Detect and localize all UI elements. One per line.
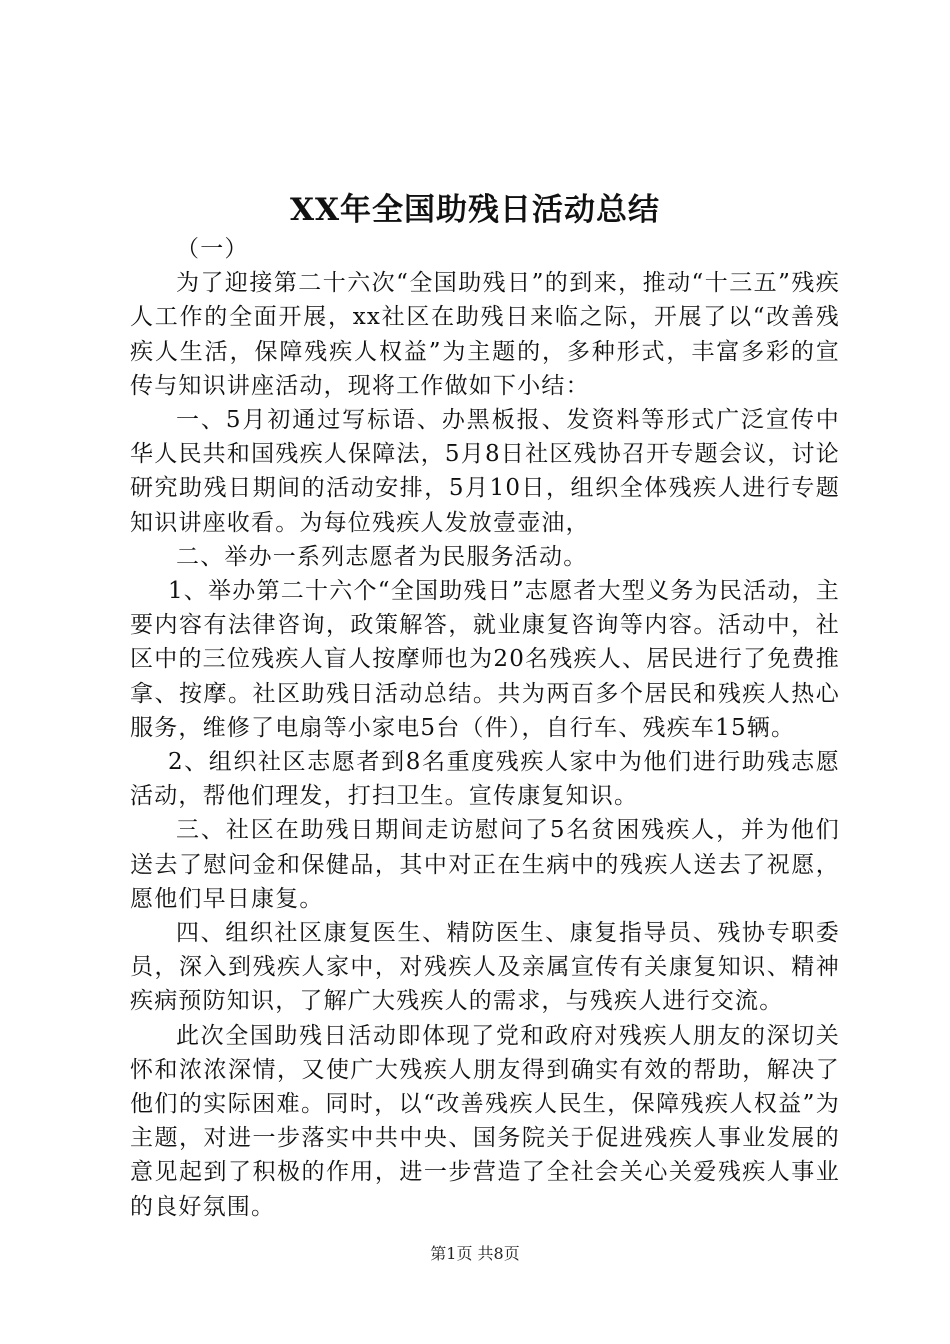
item-two-sub-one: 1、举办第二十六个“全国助残日”志愿者大型义务为民活动，主要内容有法律咨询，政策解答，就业康复咨询等内容。活动中，社区中的三位残疾人盲人按摩师也为20名残疾人、居民进行了免费推拿、按摩。社区助残日活动总结。共为两百多个居民和残疾人热心服务，维修了电扇等小家电5台（件），自行车、残疾车15辆。 [130, 578, 840, 741]
item-two-heading: 二、举办一系列志愿者为民服务活动。 [176, 543, 588, 570]
section-marker: （一） [176, 236, 249, 262]
item-four-paragraph: 四、组织社区康复医生、精防医生、康复指导员、残协专职委员，深入到残疾人家中，对残疾人及亲属宣传有关康复知识、精神疾病预防知识，了解广大残疾人的需求，与残疾人进行交流。 [130, 920, 840, 1015]
document-title: XX年全国助残日活动总结 [289, 192, 661, 228]
intro-paragraph: 为了迎接第二十六次“全国助残日”的到来，推动“十三五”残疾人工作的全面开展，xx社区在助残日来临之际，开展了以“改善残疾人生活，保障残疾人权益”为主题的，多种形式，丰富多彩的宣传与知识讲座活动，现将工作做如下小结： [130, 270, 840, 399]
page-number: 第1页 共8页 [430, 1244, 520, 1263]
item-two-sub-two: 2、组织社区志愿者到8名重度残疾人家中为他们进行助残志愿活动，帮他们理发，打扫卫生。宣传康复知识。 [130, 749, 840, 810]
conclusion-paragraph: 此次全国助残日活动即体现了党和政府对残疾人朋友的深切关怀和浓浓深情，又使广大残疾人朋友得到确实有效的帮助，解决了他们的实际困难。同时，以“改善残疾人民生，保障残疾人权益”为主题，对进一步落实中共中央、国务院关于促进残疾人事业发展的意见起到了积极的作用，进一步营造了全社会关心关爱残疾人事业的良好氛围。 [130, 1022, 840, 1220]
item-three-paragraph: 三、社区在助残日期间走访慰问了5名贫困残疾人，并为他们送去了慰问金和保健品，其中对正在生病中的残疾人送去了祝愿，愿他们早日康复。 [130, 817, 840, 912]
document-body [130, 232, 840, 1224]
item-one-paragraph: 一、5月初通过写标语、办黑板报、发资料等形式广泛宣传中华人民共和国残疾人保障法，5月8日社区残协召开专题会议，讨论研究助残日期间的活动安排，5月10日，组织全体残疾人进行专题知识讲座收看。为每位残疾人发放壹壶油， [130, 407, 840, 536]
